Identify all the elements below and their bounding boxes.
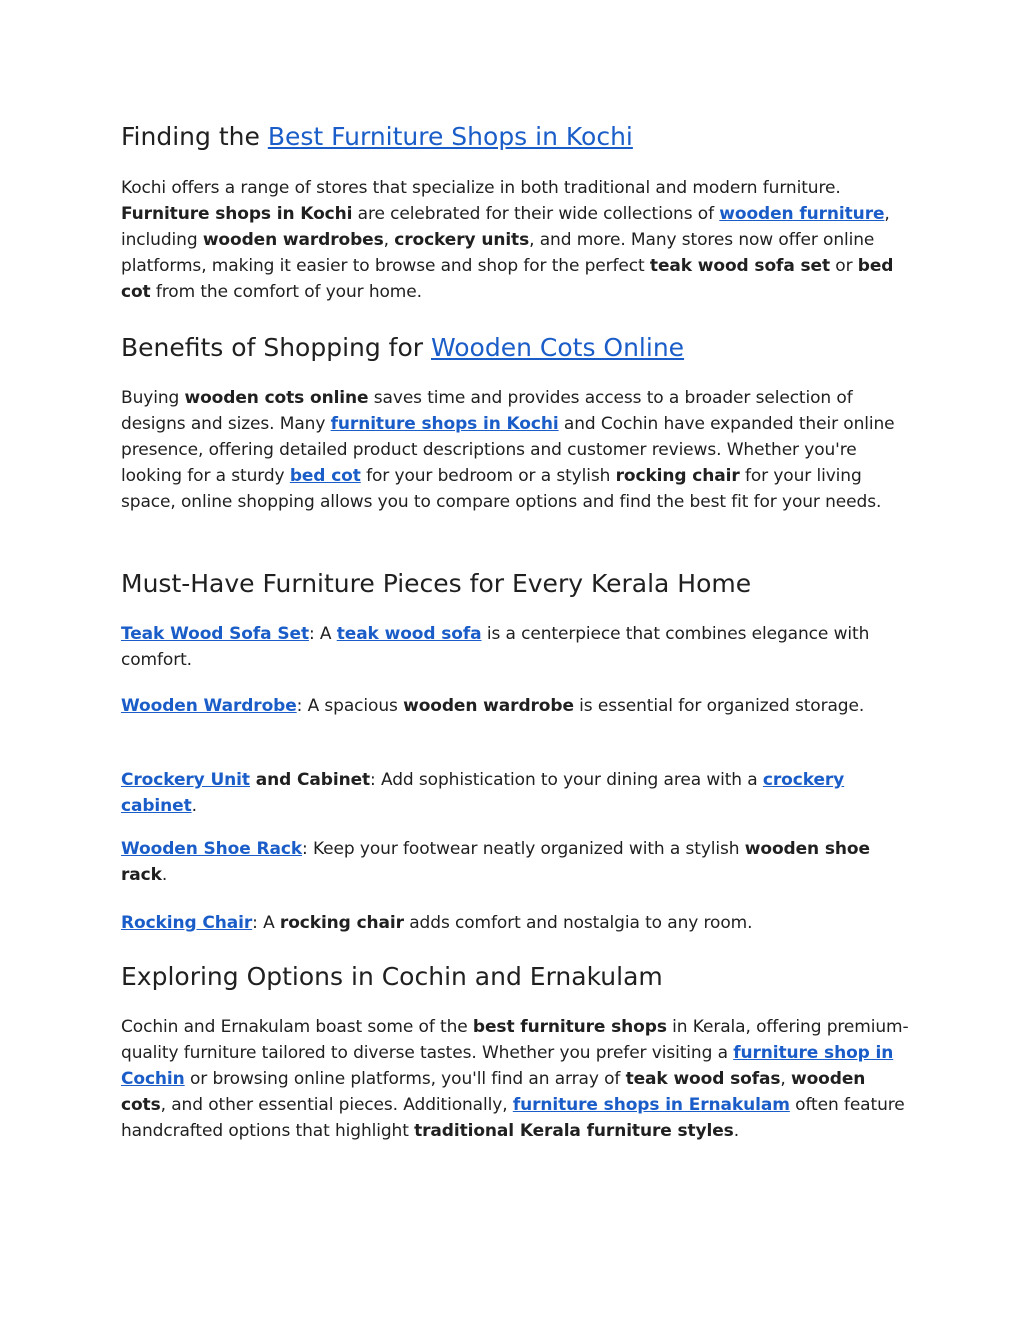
list-item-crockery-unit: Crockery Unit and Cabinet: Add sophistication to your dining area with a crockery cabinet. — [121, 770, 845, 816]
paragraph-kochi: Kochi offers a range of stores that specialize in both traditional and modern furniture. Furniture shops in Kochi are celebrated for their wide collections of wooden furniture, including wooden wardrobes, crockery units, and more. Many stores now offer online platforms, making it easier to browse and shop for the perfect teak wood sofa set or bed cot from the comfort of your home. — [121, 178, 894, 302]
link-wooden-wardrobe[interactable]: Wooden Wardrobe — [121, 696, 297, 716]
heading-best-furniture-shops: Finding the Best Furniture Shops in Kochi — [121, 122, 633, 151]
paragraph-benefits: Buying wooden cots online saves time and provides access to a broader selection of designs and sizes. Many furniture shops in Kochi and Cochin have expanded their online presence, offering detailed product descriptions and customer reviews. Whether you're looking for a sturdy bed cot for your bedroom or a stylish rocking chair for your living space, online shopping allows you to compare options and find the best fit for your needs. — [121, 388, 895, 512]
list-item-teak-wood-sofa-set: Teak Wood Sofa Set: A teak wood sofa is a centerpiece that combines elegance with comfort. — [121, 624, 870, 670]
list-item-rocking-chair: Rocking Chair: A rocking chair adds comfort and nostalgia to any room. — [121, 913, 753, 933]
link-crockery-cabinet[interactable]: crockery cabinet — [121, 770, 845, 816]
list-item-wooden-shoe-rack: Wooden Shoe Rack: Keep your footwear neatly organized with a stylish wooden shoe rack. — [121, 839, 870, 885]
link-furniture-shops-in-kochi[interactable]: furniture shops in Kochi — [330, 414, 559, 434]
list-item-wooden-wardrobe: Wooden Wardrobe: A spacious wooden wardrobe is essential for organized storage. — [121, 696, 865, 716]
link-rocking-chair[interactable]: Rocking Chair — [121, 913, 253, 933]
heading-benefits-wooden-cots: Benefits of Shopping for Wooden Cots Online — [121, 333, 685, 362]
link-wooden-cots-online[interactable]: Wooden Cots Online — [431, 333, 685, 362]
link-best-furniture-shops-kochi[interactable]: Best Furniture Shops in Kochi — [267, 122, 633, 151]
link-teak-wood-sofa[interactable]: teak wood sofa — [336, 624, 482, 644]
paragraph-cochin: Cochin and Ernakulam boast some of the best furniture shops in Kerala, offering premium-quality furniture tailored to diverse tastes. Whether you prefer visiting a furniture shop in Cochin or browsing online platforms, you'll find an array of teak wood sofas, wooden cots, and other essential pieces. Additionally, furniture shops in Ernakulam often feature handcrafted options that highlight traditional Kerala furniture styles. — [121, 1017, 909, 1141]
link-wooden-shoe-rack[interactable]: Wooden Shoe Rack — [121, 839, 303, 859]
heading-exploring-cochin-ernakulam: Exploring Options in Cochin and Ernakulam — [121, 962, 663, 991]
heading-must-have-furniture: Must-Have Furniture Pieces for Every Kerala Home — [121, 569, 752, 598]
link-furniture-shops-in-ernakulam[interactable]: furniture shops in Ernakulam — [512, 1095, 790, 1115]
link-teak-wood-sofa-set[interactable]: Teak Wood Sofa Set — [121, 624, 309, 644]
link-furniture-shop-in-cochin[interactable]: furniture shop in Cochin — [121, 1043, 894, 1089]
link-bed-cot[interactable]: bed cot — [289, 466, 361, 486]
link-wooden-furniture[interactable]: wooden furniture — [719, 204, 885, 224]
link-crockery-unit[interactable]: Crockery Unit — [121, 770, 250, 790]
